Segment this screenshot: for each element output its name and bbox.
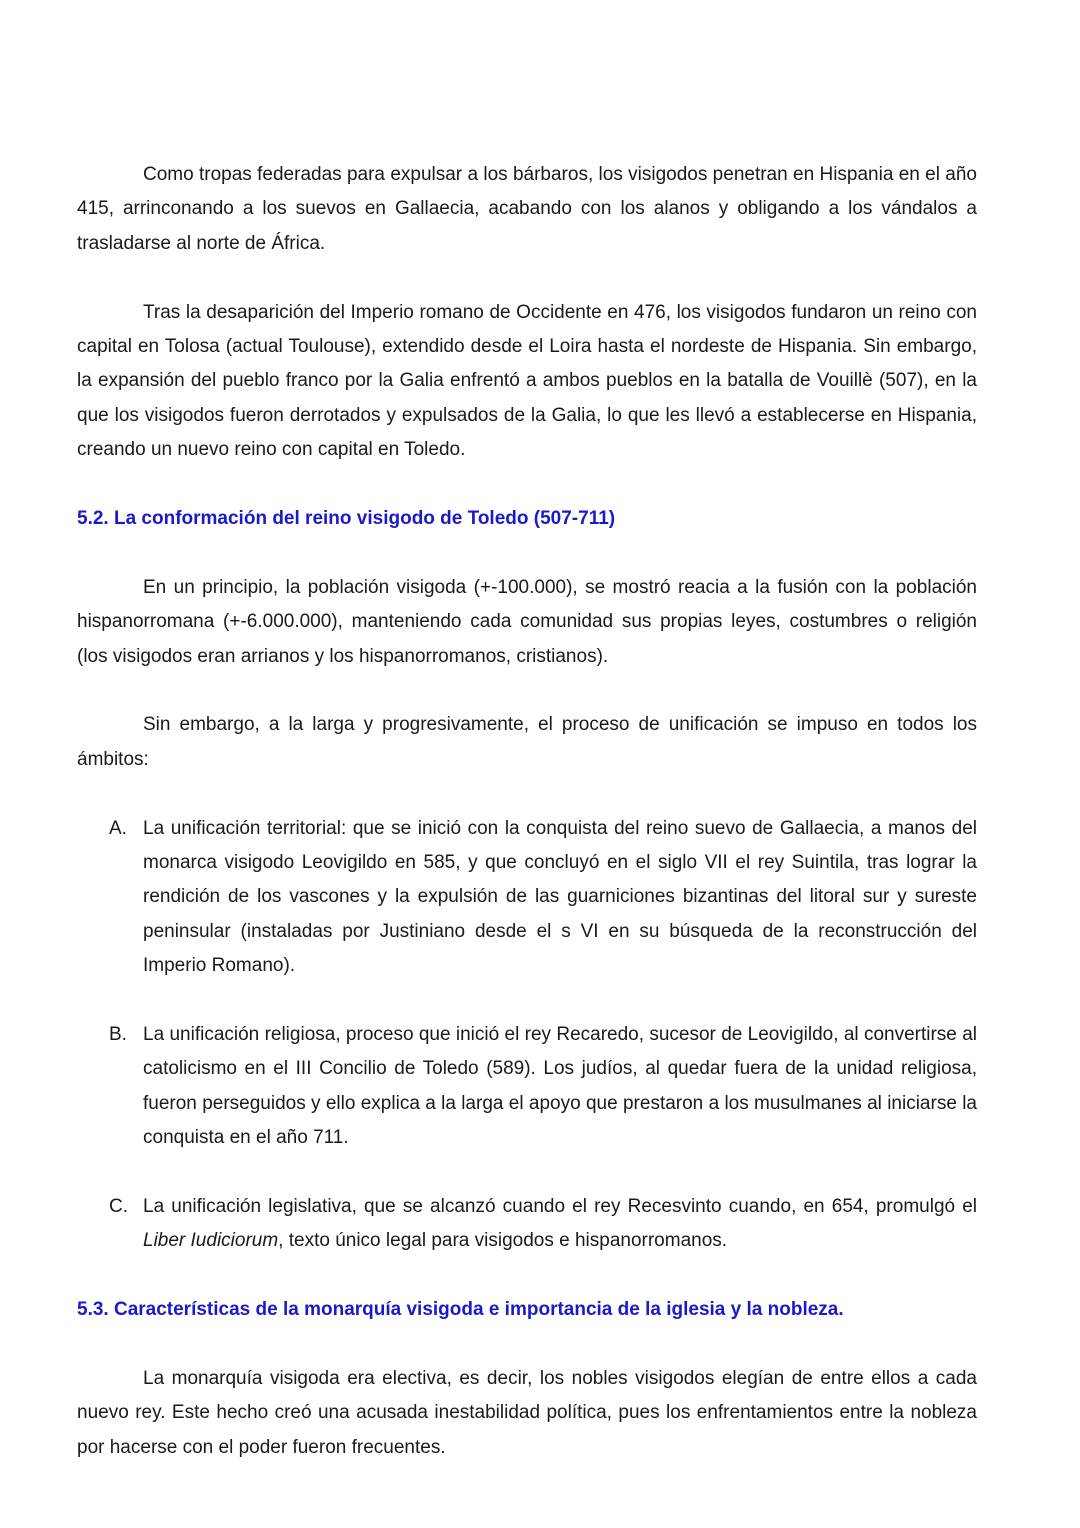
paragraph: Como tropas federadas para expulsar a los bárbaros, los visigodos penetran en Hispania en el año 415, arrinconando a los suevos en Gallaecia, acabando con los alanos y obligando a los vándalos a trasladarse al norte de África. (77, 164, 977, 254)
list-item (77, 1018, 977, 1156)
paragraph: La monarquía visigoda era electiva, es decir, los nobles visigodos elegían de entre ellos a cada nuevo rey. Este hecho creó una acusada inestabilidad política, pues los enfrentamientos entre la nobleza por hacerse con el poder fueron frecuentes. (77, 1368, 977, 1458)
list-item-text: La unificación legislativa, que se alcanzó cuando el rey Recesvinto cuando, en 654, promulgó el (143, 1196, 977, 1218)
list-marker: B. (109, 1024, 127, 1046)
list-item-text: La unificación religiosa, proceso que inició el rey Recaredo, sucesor de Leovigildo, al convertirse al catolicismo en el III Concilio de Toledo (589). Los judíos, al quedar fuera de la unidad religiosa, fueron perseguidos y ello explica a la larga el apoyo que prestaron a los musulmanes al iniciarse la conquista en el año 711. (143, 1024, 977, 1149)
list-item (77, 812, 977, 984)
list-item (77, 1190, 977, 1259)
list-item-text: , texto único legal para visigodos e hispanorromanos. (278, 1230, 728, 1252)
list-marker: C. (109, 1196, 128, 1218)
document-page (77, 158, 977, 1500)
paragraph: Tras la desaparición del Imperio romano de Occidente en 476, los visigodos fundaron un reino con capital en Tolosa (actual Toulouse), extendido desde el Loira hasta el nordeste de Hispania. Sin embargo, la expansión del pueblo franco por la Galia enfrentó a ambos pueblos en la batalla de Vouillè (507), en la que los visigodos fueron derrotados y expulsados de la Galia, lo que les llevó a establecerse en Hispania, creando un nuevo reino con capital en Toledo. (77, 301, 977, 461)
section-heading-5-2: 5.2. La conformación del reino visigodo de Toledo (507-711) (77, 508, 616, 530)
book-title: Liber Iudiciorum (143, 1230, 279, 1252)
section-heading-5-3: 5.3. Características de la monarquía visigoda e importancia de la iglesia y la nobleza. (77, 1299, 844, 1321)
list-item-text: La unificación territorial: que se inició con la conquista del reino suevo de Gallaecia, a manos del monarca visigodo Leovigildo en 585, y que concluyó en el siglo VII el rey Suintila, tras lograr la rendición de los vascones y la expulsión de las guarniciones bizantinas del litoral sur y sureste peninsular (instaladas por Justiniano desde el s VI en su búsqueda de la reconstrucción del Imperio Romano). (143, 817, 977, 977)
paragraph: En un principio, la población visigoda (+-100.000), se mostró reacia a la fusión con la población hispanorromana (+-6.000.000), manteniendo cada comunidad sus propias leyes, costumbres o religión (los visigodos eran arrianos y los hispanorromanos, cristianos). (77, 576, 977, 667)
list-marker: A. (109, 817, 127, 839)
paragraph: Sin embargo, a la larga y progresivamente, el proceso de unificación se impuso en todos los ámbitos: (77, 714, 977, 770)
